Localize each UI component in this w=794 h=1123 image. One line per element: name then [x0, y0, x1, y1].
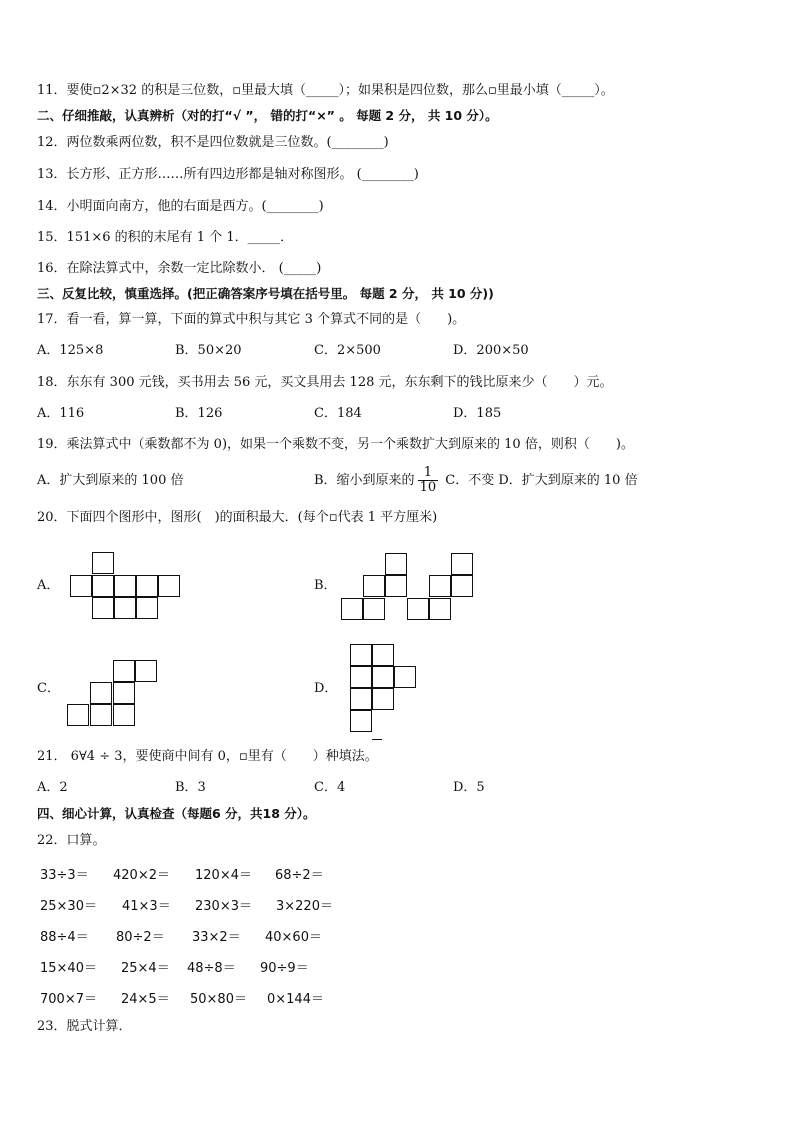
q21-option-b: B．3: [175, 780, 206, 795]
section-3-heading: 三、反复比较，慎重选择。(把正确答案序号填在括号里。 每题 2 分， 共 10 分)): [37, 286, 494, 301]
calc-item: 88÷4＝: [40, 930, 89, 945]
calc-item: 80÷2＝: [116, 930, 165, 945]
question-19: 19．乘法算式中（乘数都不为 0)，如果一个乘数不变，另一个乘数扩大到原来的 10 倍，则积（ )。: [37, 437, 634, 452]
square-cell: [350, 688, 372, 710]
fraction: [418, 466, 439, 495]
square-cell: [372, 644, 394, 666]
square-cell: [363, 575, 385, 597]
square-cell: [135, 660, 157, 682]
calc-item: 0×144＝: [267, 992, 324, 1007]
square-cell: [363, 598, 385, 620]
question-16: 16．在除法算式中，余数一定比除数小． (_____): [37, 261, 322, 276]
square-cell: [350, 710, 372, 732]
question-22: 22．口算。: [37, 833, 106, 848]
figure-c: [67, 660, 167, 732]
question-17: 17．看一看，算一算，下面的算式中积与其它 3 个算式不同的是（ )。: [37, 312, 466, 327]
calc-item: 25×4＝: [121, 961, 170, 976]
calc-item: 420×2＝: [113, 868, 170, 883]
square-cell: [92, 575, 114, 597]
calc-item: 15×40＝: [40, 961, 97, 976]
question-15: 15．151×6 的积的末尾有 1 个 1．_____．: [37, 230, 294, 245]
calc-item: 3×220＝: [276, 899, 333, 914]
q19-option-b-text: B．缩小到原来的: [314, 473, 415, 488]
square-cell: [429, 575, 451, 597]
square-cell: [429, 598, 451, 620]
fraction-denominator: 10: [419, 480, 437, 495]
square-cell: [350, 666, 372, 688]
calc-item: 25×30＝: [40, 899, 97, 914]
calc-item: 40×60＝: [265, 930, 322, 945]
square-cell: [70, 575, 92, 597]
square-cell: [92, 597, 114, 619]
square-cell: [92, 552, 114, 574]
q19-option-b: [314, 460, 638, 502]
calc-item: 48÷8＝: [187, 961, 236, 976]
calc-item: 700×7＝: [40, 992, 97, 1007]
q20-label-c: C．: [37, 681, 60, 696]
calc-item: 90÷9＝: [260, 961, 309, 976]
q21-option-d: D．5: [453, 780, 485, 795]
stray-mark: [372, 739, 382, 740]
square-cell: [385, 553, 407, 575]
square-cell: [372, 688, 394, 710]
figure-b: [341, 553, 481, 625]
section-2-heading: 二、仔细推敲，认真辨析（对的打“√ ”， 错的打“×” 。 每题 2 分， 共 10 分）。: [37, 108, 498, 123]
q17-option-a: A．125×8: [37, 343, 104, 358]
q18-option-c: C．184: [314, 406, 362, 421]
square-cell: [67, 704, 89, 726]
square-cell: [451, 553, 473, 575]
question-18: 18．东东有 300 元钱，买书用去 56 元，买文具用去 128 元，东东剩下的钱比原来少（ ）元。: [37, 375, 613, 390]
q19-option-a: A．扩大到原来的 100 倍: [37, 473, 184, 488]
q21-option-c: C．4: [314, 780, 346, 795]
square-cell: [90, 704, 112, 726]
section-4-heading: 四、细心计算，认真检查（每题6 分，共18 分）。: [37, 806, 316, 821]
calc-item: 120×4＝: [195, 868, 252, 883]
square-cell: [136, 575, 158, 597]
q18-option-a: A．116: [37, 406, 85, 421]
q17-option-d: D．200×50: [453, 343, 529, 358]
square-cell: [90, 682, 112, 704]
square-cell: [113, 704, 135, 726]
square-cell: [372, 666, 394, 688]
q17-option-c: C．2×500: [314, 343, 381, 358]
q18-option-d: D．185: [453, 406, 502, 421]
square-cell: [394, 666, 416, 688]
calc-item: 41×3＝: [122, 899, 171, 914]
q18-option-b: B．126: [175, 406, 223, 421]
calc-item: 33×2＝: [192, 930, 241, 945]
calc-item: 24×5＝: [121, 992, 170, 1007]
square-cell: [451, 575, 473, 597]
q19-option-d: D．扩大到原来的 10 倍: [498, 473, 638, 488]
calc-item: 33÷3＝: [40, 868, 89, 883]
figure-d: [350, 644, 430, 744]
calc-item: 230×3＝: [195, 899, 252, 914]
question-14: 14．小明面向南方，他的右面是西方。(________): [37, 199, 324, 214]
question-12: 12．两位数乘两位数，积不是四位数就是三位数。(________): [37, 135, 389, 150]
calc-item: 68÷2＝: [275, 868, 324, 883]
square-cell: [158, 575, 180, 597]
calc-item: 50×80＝: [190, 992, 247, 1007]
square-cell: [113, 682, 135, 704]
question-21: 21． 6∀4 ÷ 3，要使商中间有 0，▫里有（ ）种填法。: [37, 749, 378, 764]
square-cell: [114, 575, 136, 597]
square-cell: [350, 644, 372, 666]
square-cell: [385, 575, 407, 597]
q20-label-d: D．: [314, 681, 338, 696]
fraction-numerator: 1: [418, 466, 439, 481]
square-cell: [136, 597, 158, 619]
question-13: 13．长方形、正方形……所有四边形都是轴对称图形。 (________): [37, 167, 419, 182]
q19-option-c: C．不变: [445, 473, 495, 488]
q21-option-a: A．2: [37, 780, 68, 795]
square-cell: [341, 598, 363, 620]
square-cell: [113, 660, 135, 682]
q20-label-b: B．: [314, 578, 337, 593]
square-cell: [114, 597, 136, 619]
figure-a: [70, 552, 190, 624]
q20-label-a: A．: [37, 578, 60, 593]
question-20: 20．下面四个图形中，图形( )的面积最大．(每个▫代表 1 平方厘米): [37, 510, 438, 525]
question-11: 11．要使▫2×32 的积是三位数，▫里最大填（_____）；如果积是四位数，那么▫里最小填（_____）。: [37, 83, 614, 98]
square-cell: [407, 598, 429, 620]
question-23: 23．脱式计算．: [37, 1019, 132, 1034]
q17-option-b: B．50×20: [175, 343, 242, 358]
